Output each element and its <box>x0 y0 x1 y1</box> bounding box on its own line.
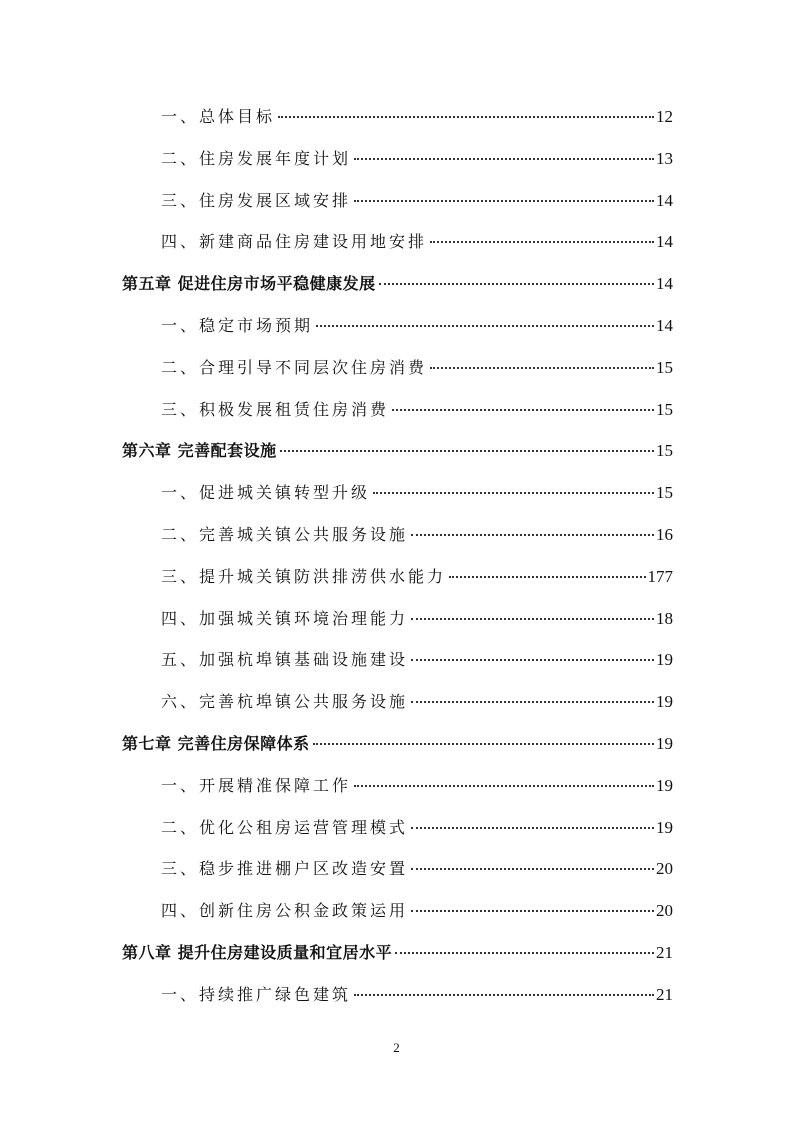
toc-entry-page: 18 <box>656 608 673 628</box>
toc-dot-leader <box>411 534 654 536</box>
toc-entry-title: 一、持续推广绿色建筑 <box>161 984 352 1004</box>
toc-entry-page: 16 <box>656 524 673 544</box>
toc-entry-page: 12 <box>656 107 673 126</box>
table-of-contents <box>122 96 673 1016</box>
toc-dot-leader <box>316 325 654 327</box>
toc-entry-title: 二、优化公租房运营管理模式 <box>161 817 409 837</box>
toc-dot-leader <box>411 910 654 912</box>
toc-entry-title: 四、加强城关镇环境治理能力 <box>161 608 409 628</box>
toc-dot-leader <box>430 367 654 369</box>
toc-entry-title: 四、创新住房公积金政策运用 <box>161 901 409 921</box>
toc-entry-title: 二、完善城关镇公共服务设施 <box>161 524 409 544</box>
toc-entry-page: 21 <box>656 984 673 1004</box>
toc-dot-leader <box>411 868 654 870</box>
toc-entry-title: 第七章 完善住房保障体系 <box>122 733 310 753</box>
toc-section-entry[interactable] <box>122 389 673 431</box>
toc-section-entry[interactable] <box>122 848 673 890</box>
toc-entry-page: 20 <box>656 859 673 879</box>
toc-entry-title: 三、积极发展租赁住房消费 <box>161 399 390 419</box>
toc-section-entry[interactable] <box>122 639 673 681</box>
toc-section-entry[interactable] <box>122 347 673 389</box>
toc-section-entry[interactable] <box>122 138 673 180</box>
toc-section-entry[interactable] <box>122 556 673 598</box>
toc-dot-leader <box>313 743 654 745</box>
toc-entry-title: 三、提升城关镇防洪排涝供水能力 <box>161 566 447 586</box>
toc-chapter-entry[interactable] <box>122 430 673 472</box>
toc-section-entry[interactable] <box>122 598 673 640</box>
toc-entry-title: 五、加强杭埠镇基础设施建设 <box>161 650 409 670</box>
toc-entry-title: 二、住房发展年度计划 <box>161 148 352 168</box>
toc-dot-leader <box>354 994 654 996</box>
toc-entry-title: 三、稳步推进棚户区改造安置 <box>161 859 409 879</box>
toc-section-entry[interactable] <box>122 305 673 347</box>
toc-entry-page: 15 <box>656 399 673 419</box>
toc-dot-leader <box>354 200 654 202</box>
toc-section-entry[interactable] <box>122 807 673 849</box>
toc-entry-title: 一、稳定市场预期 <box>161 315 314 335</box>
toc-entry-title: 一、开展精准保障工作 <box>161 775 352 795</box>
toc-dot-leader <box>278 116 654 118</box>
toc-entry-title: 四、新建商品住房建设用地安排 <box>161 232 428 252</box>
toc-section-entry[interactable] <box>122 974 673 1016</box>
toc-dot-leader <box>430 241 654 243</box>
page-number: 2 <box>393 1040 400 1055</box>
toc-dot-leader <box>411 827 654 829</box>
toc-entry-page: 19 <box>656 650 673 670</box>
toc-dot-leader <box>411 701 654 703</box>
toc-entry-page: 14 <box>656 232 673 252</box>
toc-entry-page: 20 <box>656 901 673 921</box>
toc-entry-page: 15 <box>656 441 673 461</box>
toc-chapter-entry[interactable] <box>122 723 673 765</box>
toc-entry-title: 六、完善杭埠镇公共服务设施 <box>161 692 409 712</box>
toc-entry-page: 15 <box>656 357 673 377</box>
toc-entry-page: 15 <box>656 483 673 503</box>
toc-entry-page: 19 <box>656 733 673 753</box>
toc-entry-title: 一、总体目标 <box>161 107 276 126</box>
toc-entry-page: 13 <box>656 148 673 168</box>
toc-entry-page: 177 <box>647 566 673 586</box>
toc-dot-leader <box>354 158 654 160</box>
toc-section-entry[interactable] <box>122 765 673 807</box>
toc-entry-title: 一、促进城关镇转型升级 <box>161 483 371 503</box>
toc-entry-page: 19 <box>656 692 673 712</box>
toc-entry-page: 19 <box>656 775 673 795</box>
toc-entry-page: 19 <box>656 817 673 837</box>
toc-dot-leader <box>379 283 654 285</box>
toc-section-entry[interactable] <box>122 681 673 723</box>
toc-dot-leader <box>395 952 654 954</box>
toc-chapter-entry[interactable] <box>122 263 673 305</box>
toc-chapter-entry[interactable] <box>122 932 673 974</box>
toc-entry-page: 14 <box>656 190 673 210</box>
toc-section-entry[interactable] <box>122 514 673 556</box>
toc-dot-leader <box>392 409 654 411</box>
toc-dot-leader <box>411 659 654 661</box>
toc-entry-page: 21 <box>656 942 673 962</box>
toc-entry-title: 第五章 促进住房市场平稳健康发展 <box>122 274 376 294</box>
toc-dot-leader <box>354 785 654 787</box>
toc-entry-page: 14 <box>656 274 673 294</box>
toc-entry-title: 第六章 完善配套设施 <box>122 441 277 461</box>
toc-section-entry[interactable] <box>122 180 673 222</box>
toc-section-entry[interactable] <box>122 472 673 514</box>
toc-entry-title: 三、住房发展区域安排 <box>161 190 352 210</box>
toc-dot-leader <box>449 576 645 578</box>
toc-dot-leader <box>280 450 654 452</box>
toc-section-entry[interactable] <box>122 96 673 138</box>
toc-section-entry[interactable] <box>122 221 673 263</box>
toc-entry-title: 二、合理引导不同层次住房消费 <box>161 357 428 377</box>
toc-dot-leader <box>411 618 654 620</box>
toc-section-entry[interactable] <box>122 890 673 932</box>
toc-entry-title: 第八章 提升住房建设质量和宜居水平 <box>122 942 393 962</box>
toc-entry-page: 14 <box>656 315 673 335</box>
toc-dot-leader <box>373 492 654 494</box>
